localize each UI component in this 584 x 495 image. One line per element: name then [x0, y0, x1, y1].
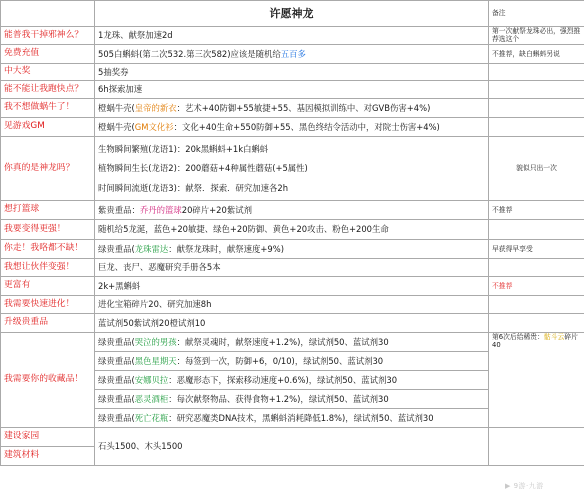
reward-cell [95, 313, 489, 332]
text-segment: 紫贵重品： [98, 204, 140, 215]
note-cell [489, 219, 584, 239]
reward-cell [95, 351, 489, 370]
highlight-text: 骷斗云 [543, 332, 565, 341]
text-segment: ：文化+40生命+550防御+55、黑色终结令活动中，对院士伤害+4%) [173, 121, 440, 132]
text-segment: 橙蜗牛壳( [98, 121, 135, 132]
text-segment: 蓝试剂50紫试剂20橙试剂10 [98, 317, 206, 328]
wish-cell: 免费充值 [1, 44, 95, 63]
wish-row [1, 239, 584, 258]
text-segment: ：艺术+40防御+55敏捷+55、基因模拟训练中、对GVB伤害+4%) [176, 102, 431, 113]
wish-cell: 升级贵重品 [1, 313, 95, 332]
text-segment: ：恶魔形态下，探索移动速度+0.6%)，绿试剂50、蓝试剂30 [168, 374, 398, 385]
highlight-text: 五百多 [280, 48, 306, 59]
text-segment: 绿贵重品( [98, 243, 135, 254]
text-segment: ：献祭龙珠时，献祭速度+9%) [168, 243, 284, 254]
wish-cell: 你真的是神龙吗？ [1, 136, 95, 200]
wish-cell: 建筑材料 [1, 446, 95, 465]
text-segment: 20碎片+20紫试剂 [181, 204, 252, 215]
wish-cell: 我不想做蜗牛了！ [1, 98, 95, 117]
reward-cell [95, 44, 489, 63]
text-segment: 505白蝌蚪(第二次532.第三次582)应该是随机给 [98, 48, 281, 59]
reward-line: 植物瞬间生长(龙语2)：200蘑菇+4种属性蘑菇(+5属性) [98, 163, 308, 174]
table-title: 许愿神龙 [95, 1, 489, 27]
reward-cell [95, 27, 489, 45]
note-cell [489, 80, 584, 98]
wish-row [1, 200, 584, 219]
text-segment: 第6次后给稀贵： [492, 332, 544, 341]
highlight-text: 恶灵酒柜 [134, 393, 169, 404]
reward-cell [95, 117, 489, 136]
reward-cell [95, 295, 489, 313]
highlight-text: GM文化衫 [134, 121, 174, 132]
wish-cell: 能不能让我跑快点？ [1, 80, 95, 98]
header-empty-cell [1, 1, 95, 27]
text-segment: 绿贵重品( [98, 412, 135, 423]
highlight-text: 乔丹的篮球 [139, 204, 182, 215]
wish-cell: 我要变得更强！ [1, 219, 95, 239]
wish-cell: 更富有 [1, 276, 95, 295]
reward-cell: 石头1500、木头1500 [95, 427, 489, 465]
header-row [1, 1, 584, 27]
note-cell [489, 98, 584, 117]
highlight-text: 哭泣的男孩 [134, 336, 177, 347]
reward-cell [95, 98, 489, 117]
highlight-text: 龙珠雷达 [134, 243, 169, 254]
note-cell [489, 332, 584, 427]
highlight-text: 死亡花瓶 [134, 412, 169, 423]
text-segment: 绿贵重品( [98, 374, 135, 385]
wish-row [1, 117, 584, 136]
text-segment: ：每次献祭物品、获得食物+1.2%)，绿试剂50、蓝试剂30 [168, 393, 389, 404]
note-cell [489, 117, 584, 136]
text-segment: ：献祭灵魂时，献祭速度+1.2%)，绿试剂50、蓝试剂30 [176, 336, 389, 347]
wish-cell: 建设家园 [1, 427, 95, 446]
reward-cell [95, 408, 489, 427]
wish-row [1, 258, 584, 276]
text-segment: 巨龙、丧尸、恶魔研究手册各5本 [98, 262, 221, 273]
text-segment: 进化宝箱碎片20、研究加速8h [98, 299, 212, 310]
reward-cell [95, 219, 489, 239]
text-segment: 2k+黑蝌蚪 [98, 280, 141, 291]
text-segment: 5抽奖券 [98, 66, 129, 77]
wish-cell: 我需要你的收藏品！ [1, 332, 95, 427]
reward-cell [95, 80, 489, 98]
reward-cell [95, 332, 489, 351]
note-cell: 貌似只出一次 [489, 136, 584, 200]
note-cell: 第一次献祭龙珠必出，强烈推荐选这个 [489, 27, 584, 45]
watermark-logo: ▶ 9游·九游 [505, 482, 544, 490]
highlight-text: 皇帝的新衣 [134, 102, 177, 113]
highlight-text: 黑色星期天 [134, 355, 177, 366]
text-segment: 橙蜗牛壳( [98, 102, 135, 113]
reward-cell [95, 136, 489, 200]
note-cell: 早获得早享受 [489, 239, 584, 258]
wish-cell: 我想让伙伴变强！ [1, 258, 95, 276]
text-segment: 绿贵重品( [98, 355, 135, 366]
reward-cell [95, 389, 489, 408]
text-segment: 碎片40 [492, 332, 578, 350]
wish-row [1, 136, 584, 200]
wish-row [1, 63, 584, 80]
reward-cell [95, 200, 489, 219]
reward-cell [95, 276, 489, 295]
note-cell [489, 313, 584, 332]
wish-cell: 见游戏GM [1, 117, 95, 136]
wish-row [1, 44, 584, 63]
wish-row [1, 98, 584, 117]
note-cell: 不推荐 [489, 276, 584, 295]
wish-cell: 能普我干掉邪神么？ [1, 27, 95, 45]
text-segment: 6h探索加速 [98, 84, 143, 95]
note-cell [489, 63, 584, 80]
wish-cell: 你走！我咯都不缺！ [1, 239, 95, 258]
note-header: 备注 [489, 1, 584, 27]
wish-row [1, 427, 584, 446]
reward-cell [95, 239, 489, 258]
wish-row [1, 80, 584, 98]
text-segment: 绿贵重品( [98, 336, 135, 347]
text-segment: 随机给5龙涎，蓝色+20敏捷、绿色+20防御、黄色+20攻击、粉色+200生命 [98, 224, 389, 235]
reward-cell [95, 370, 489, 389]
note-cell [489, 258, 584, 276]
note-cell: 不推荐 [489, 200, 584, 219]
text-segment: ：研究恶魔类DNA技术，黑蝌蚪消耗降低1.8%)，绿试剂50、蓝试剂30 [168, 412, 434, 423]
wish-row [1, 27, 584, 45]
wish-cell: 中大奖 [1, 63, 95, 80]
text-segment: 绿贵重品( [98, 393, 135, 404]
wish-row [1, 276, 584, 295]
wish-cell: 我需要快速进化！ [1, 295, 95, 313]
reward-cell [95, 63, 489, 80]
wish-cell: 想打篮球 [1, 200, 95, 219]
reward-line: 生物瞬间繁殖(龙语1)：20k黑蝌蚪+1k白蝌蚪 [98, 143, 269, 154]
highlight-text: 安娜贝拉 [134, 374, 169, 385]
text-segment: 1龙珠、献祭加速2d [98, 30, 173, 41]
note-cell [489, 427, 584, 465]
text-segment: ：每签到一次，防御+6，0/10)，绿试剂50、蓝试剂30 [176, 355, 384, 366]
wish-row [1, 219, 584, 239]
wish-row [1, 295, 584, 313]
collection-row [1, 332, 584, 351]
note-cell [489, 295, 584, 313]
note-cell: 不推荐，缺白蝌蚪另说 [489, 44, 584, 63]
wish-row [1, 313, 584, 332]
reward-line: 时间瞬间流逝(龙语3)：献祭．探索．研究加速各2h [98, 182, 288, 193]
reward-cell [95, 258, 489, 276]
